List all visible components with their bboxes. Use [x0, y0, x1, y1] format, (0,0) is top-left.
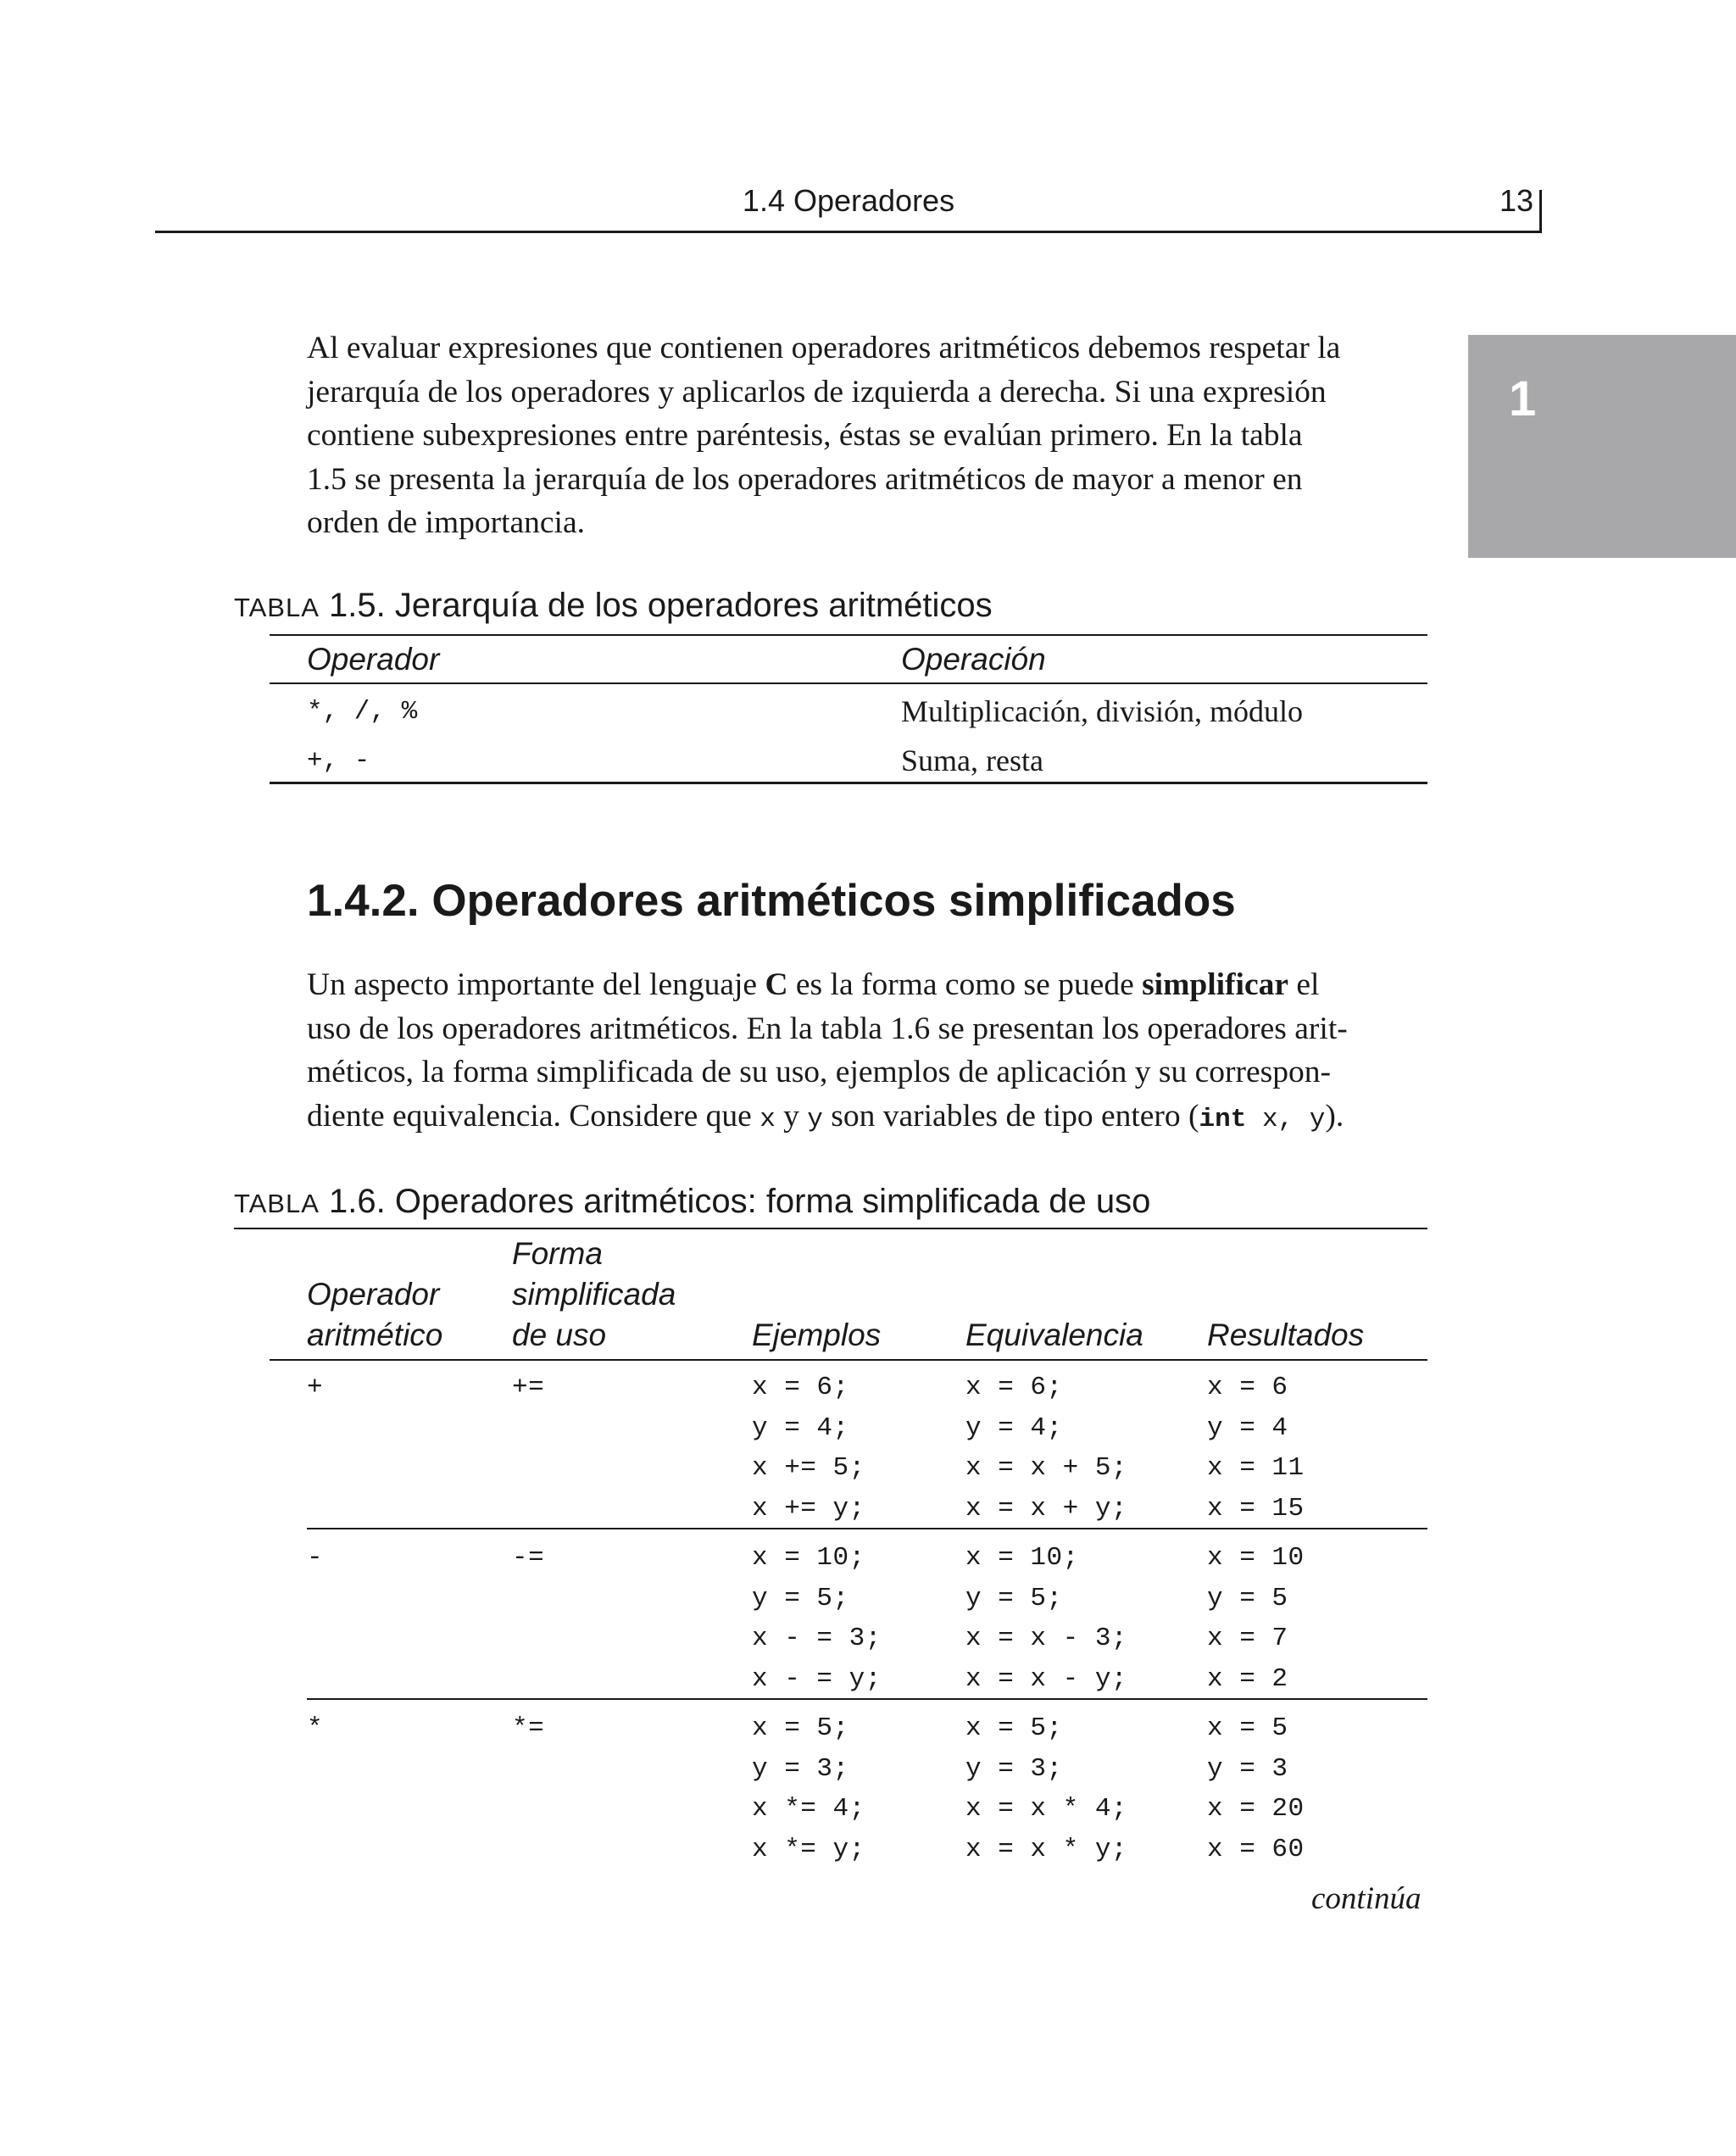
- table2-op: +: [307, 1373, 324, 1402]
- table2-resultado: x = 11: [1207, 1453, 1305, 1483]
- table2-forma: +=: [512, 1373, 545, 1402]
- table2-header-ejemplos: Ejemplos: [752, 1318, 882, 1352]
- table2-ejemplo: y = 4;: [752, 1413, 849, 1443]
- table2-resultado: y = 3: [1207, 1754, 1288, 1784]
- table1-caption-text: 1.5. Jerarquía de los operadores aritméticos: [329, 587, 993, 624]
- para2-text: es la forma como se puede: [787, 967, 1143, 1002]
- table2-header-forma-3: de uso: [512, 1318, 607, 1352]
- chapter-tab: [1468, 335, 1736, 558]
- table2-ejemplo: x *= y;: [752, 1835, 865, 1864]
- table2-equivalencia: x = x + 5;: [965, 1453, 1128, 1483]
- table2-header-rule: [270, 1359, 1427, 1361]
- table2-ejemplo: y = 3;: [752, 1754, 849, 1784]
- table2-header-operador-2: aritmético: [307, 1318, 443, 1352]
- table2-equivalencia: x = x - 3;: [965, 1624, 1128, 1653]
- table2-group-rule: [307, 1528, 1427, 1529]
- code-x: x: [760, 1104, 776, 1134]
- table2-caption: [234, 1183, 1150, 1221]
- intro-line: jerarquía de los operadores y aplicarlos de izquierda a derecha. Si una expresión: [307, 374, 1327, 409]
- table1-header-operacion: Operación: [901, 642, 1046, 677]
- table2-ejemplo: x = 6;: [752, 1373, 849, 1402]
- table1-row-op: +, -: [307, 746, 370, 776]
- table2-resultado: x = 5: [1207, 1713, 1288, 1743]
- table1-row-desc: Suma, resta: [901, 744, 1043, 777]
- intro-line: contiene subexpresiones entre paréntesis, éstas se evalúan primero. En la tabla: [307, 418, 1303, 453]
- table2-equivalencia: x = 5;: [965, 1713, 1063, 1743]
- table2-caption-prefix: TABLA: [234, 1189, 320, 1218]
- running-header: [155, 180, 1542, 233]
- table2-resultado: x = 7: [1207, 1624, 1288, 1653]
- code-y: y: [807, 1104, 823, 1134]
- table2-equivalencia: x = x + y;: [965, 1494, 1128, 1524]
- para2-line: [307, 963, 1426, 1007]
- running-header-title: 1.4 Operadores: [742, 183, 955, 218]
- table2-ejemplo: x - = y;: [752, 1664, 882, 1694]
- table2-equivalencia: y = 5;: [965, 1584, 1063, 1613]
- table2-top-rule: [234, 1228, 1427, 1229]
- table2-header-equivalencia: Equivalencia: [965, 1318, 1143, 1352]
- para2-text: son variables de tipo entero (: [822, 1098, 1199, 1134]
- para2-line: uso de los operadores aritméticos. En la tabla 1.6 se presentan los operadores arit-: [307, 1011, 1348, 1046]
- table2-ejemplo: x += y;: [752, 1494, 865, 1524]
- table2-ejemplo: x = 5;: [752, 1713, 849, 1743]
- para2-text: y: [775, 1098, 808, 1134]
- table1-caption-prefix: TABLA: [234, 593, 320, 622]
- table2-equivalencia: y = 4;: [965, 1413, 1063, 1443]
- table2-group-rule: [307, 1698, 1427, 1700]
- table2-ejemplo: x - = 3;: [752, 1624, 882, 1653]
- table1-top-rule: [270, 634, 1427, 636]
- para2-text: Un aspecto importante del lenguaje: [307, 967, 765, 1002]
- table2-equivalencia: y = 3;: [965, 1754, 1063, 1784]
- table2-equivalencia: x = x * y;: [965, 1835, 1128, 1864]
- para2-text: diente equivalencia. Considere que: [307, 1098, 760, 1134]
- table2-ejemplo: x += 5;: [752, 1453, 865, 1483]
- table2-ejemplo: x *= 4;: [752, 1794, 865, 1824]
- para2-line: [307, 1095, 1426, 1142]
- para2-text: el: [1288, 967, 1320, 1002]
- table2-header-forma-2: simplificada: [512, 1277, 676, 1312]
- chapter-number: 1: [1509, 371, 1537, 426]
- table1-header-operador: Operador: [307, 642, 440, 677]
- intro-line: orden de importancia.: [307, 505, 585, 540]
- table2-op: *: [307, 1713, 324, 1743]
- table2-equivalencia: x = 6;: [965, 1373, 1063, 1402]
- language-name: C: [765, 967, 788, 1002]
- section-heading: 1.4.2. Operadores aritméticos simplificados: [307, 876, 1236, 926]
- table2-resultado: y = 5: [1207, 1584, 1288, 1613]
- table2-header-operador-1: Operador: [307, 1277, 440, 1312]
- intro-line: 1.5 se presenta la jerarquía de los operadores aritméticos de mayor a menor en: [307, 461, 1303, 497]
- code-int: int: [1199, 1104, 1247, 1134]
- table2-resultado: y = 4: [1207, 1413, 1288, 1443]
- table2-equivalencia: x = x - y;: [965, 1664, 1128, 1694]
- table2-op: -: [307, 1543, 324, 1573]
- table1-header-rule: [270, 682, 1427, 684]
- table1-caption: [234, 587, 993, 625]
- intro-line: Al evaluar expresiones que contienen operadores aritméticos debemos respetar la: [307, 331, 1341, 365]
- para2-line: méticos, la forma simplificada de su uso, ejemplos de aplicación y su correspon-: [307, 1055, 1331, 1089]
- table2-caption-text: 1.6. Operadores aritméticos: forma simplificada de uso: [329, 1183, 1151, 1220]
- table2-equivalencia: x = 10;: [965, 1543, 1079, 1573]
- continued-note: continúa: [1311, 1881, 1422, 1916]
- section-paragraph: [307, 963, 1426, 1141]
- table2-resultado: x = 6: [1207, 1373, 1288, 1402]
- table2-resultado: x = 2: [1207, 1664, 1288, 1694]
- table2-resultado: x = 60: [1207, 1835, 1305, 1864]
- table2-resultado: x = 20: [1207, 1794, 1305, 1824]
- table2-ejemplo: x = 10;: [752, 1543, 865, 1573]
- table2-header-resultados: Resultados: [1207, 1318, 1365, 1352]
- table1-row-desc: Multiplicación, división, módulo: [901, 694, 1303, 728]
- para2-text: ).: [1325, 1098, 1344, 1134]
- table2-resultado: x = 10: [1207, 1543, 1305, 1573]
- page-number: 13: [1499, 183, 1533, 218]
- table2-forma: *=: [512, 1713, 545, 1743]
- table2-forma: -=: [512, 1543, 545, 1573]
- header-tick: [1539, 190, 1542, 232]
- table1-row-op: *, /, %: [307, 697, 418, 727]
- table1-bottom-rule: [270, 782, 1427, 784]
- table2-ejemplo: y = 5;: [752, 1584, 849, 1613]
- table2-resultado: x = 15: [1207, 1494, 1305, 1524]
- table2-equivalencia: x = x * 4;: [965, 1794, 1128, 1824]
- table2-header-forma-1: Forma: [512, 1236, 603, 1271]
- intro-paragraph: [307, 326, 1426, 545]
- code-vars: x, y: [1246, 1104, 1326, 1134]
- emphasis-simplificar: simplificar: [1142, 967, 1288, 1002]
